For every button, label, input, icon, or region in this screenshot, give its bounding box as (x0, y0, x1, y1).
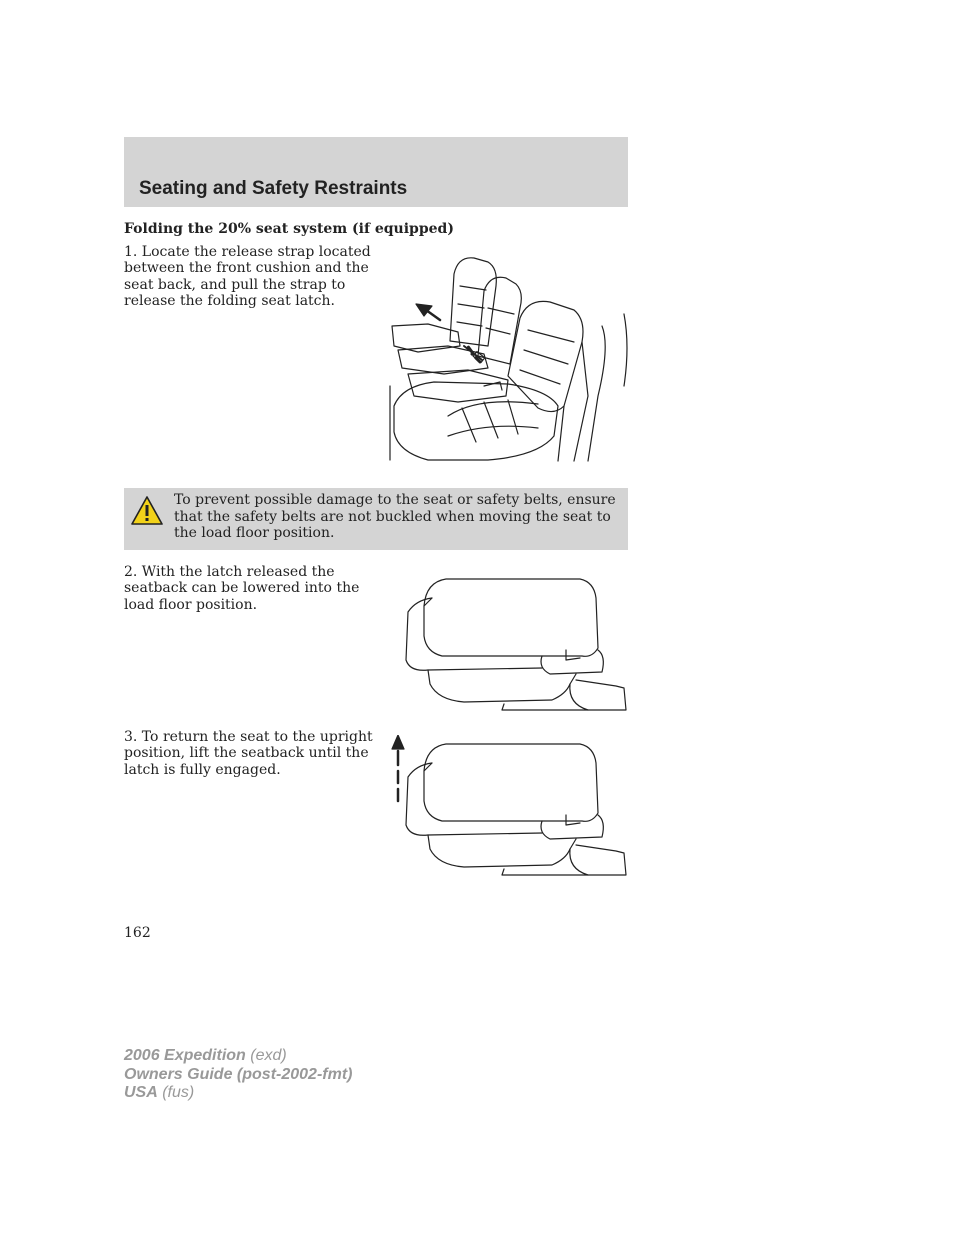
footer-market: USA (124, 1084, 158, 1101)
warning-triangle-icon (130, 494, 164, 528)
seat-release-strap-illustration (388, 246, 630, 464)
footer-doc-info (124, 1047, 352, 1103)
footer-model: 2006 Expedition (124, 1047, 246, 1064)
footer-market-code: (fus) (157, 1084, 195, 1101)
footer-model-code: (exd) (245, 1047, 287, 1064)
footer-guide: Owners Guide (post-2002-fmt) (124, 1065, 353, 1083)
step-1-text: 1. Locate the release strap located between the front cushion and the seat back, and pull the strap to release the folding seat latch. (124, 244, 371, 309)
step-3-text: 3. To return the seat to the upright position, lift the seatback until the latch is fully engaged. (124, 729, 373, 778)
page-number: 162 (124, 925, 151, 941)
seat-upright-illustration (388, 735, 630, 883)
seat-load-floor-illustration (402, 576, 630, 718)
subheading: Folding the 20% seat system (if equipped) (124, 221, 454, 237)
warning-text: To prevent possible damage to the seat or safety belts, ensure that the safety belts are not buckled when moving the seat to the load floor position. (174, 492, 616, 541)
step-2-text: 2. With the latch released the seatback can be lowered into the load floor position. (124, 564, 360, 613)
warning-box (124, 488, 628, 550)
section-title: Seating and Safety Restraints (139, 178, 408, 199)
